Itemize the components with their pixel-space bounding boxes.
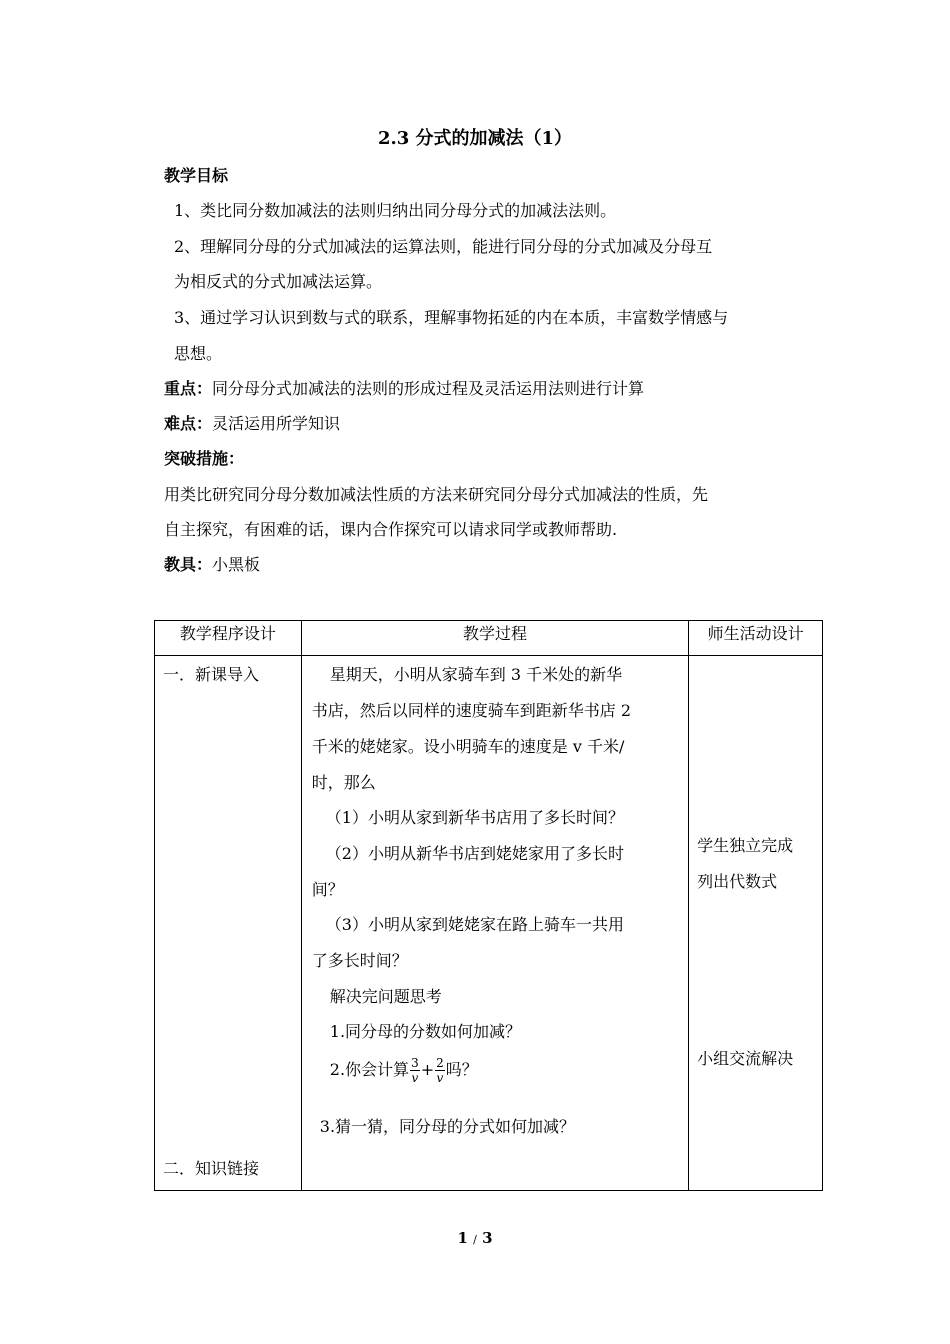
question-3-line-1: （3）小明从家到姥姥家在路上骑车一共用 (325, 915, 624, 934)
page-separator: / (473, 1233, 477, 1246)
activity-write-expression: 列出代数式 (697, 872, 778, 891)
difficulty-label: 难点： (164, 414, 213, 433)
header-teaching-process: 教学过程 (301, 621, 688, 656)
think-prompt: 解决完问题思考 (329, 987, 442, 1006)
tools-label: 教具： (164, 555, 213, 574)
think-question-2 (330, 1056, 478, 1085)
table-header-row (155, 621, 823, 656)
activity-independent: 学生独立完成 (697, 836, 794, 855)
header-program-design: 教学程序设计 (155, 621, 302, 656)
fraction-3-over-v (410, 1056, 420, 1085)
measures-line-1: 用类比研究同分母分数加减法性质的方法来研究同分母分式加减法的性质，先 (164, 485, 709, 504)
activity-cell (689, 656, 823, 1191)
fraction-1-numerator: 3 (411, 1056, 419, 1070)
think-question-3: 3.猜一猜，同分母的分式如何加减？ (319, 1117, 576, 1136)
question-2-line-1: （2）小明从新华书店到姥姥家用了多长时 (325, 844, 624, 863)
story-line-4: 时，那么 (311, 773, 376, 792)
key-point-label: 重点： (164, 379, 213, 398)
question-1: （1）小明从家到新华书店用了多长时间？ (325, 808, 624, 827)
tools (164, 552, 260, 575)
difficulty-text: 灵活运用所学知识 (212, 414, 341, 433)
difficulty (164, 411, 340, 434)
think-question-2-suffix: 吗？ (445, 1060, 478, 1079)
story-line-2: 书店，然后以同样的速度骑车到距新华书店 2 (311, 701, 632, 720)
page-current: 1 (457, 1229, 468, 1247)
objective-2-line-2: 为相反式的分式加减法运算。 (174, 272, 383, 291)
header-activity-design: 师生活动设计 (689, 621, 823, 656)
objective-1: 1、类比同分数加减法的法则归纳出同分母分式的加减法法则。 (174, 201, 617, 220)
objective-3-line-1: 3、通过学习认识到数与式的联系，理解事物拓延的内在本质，丰富数学情感与 (174, 308, 729, 327)
page-title: 2.3 分式的加减法（1） (377, 128, 573, 149)
story-line-1: 星期天，小明从家骑车到 3 千米处的新华 (329, 665, 623, 684)
objectives-heading: 教学目标 (164, 166, 229, 185)
page-number (0, 1229, 950, 1247)
step-new-lesson: 一．新课导入 (163, 665, 260, 684)
plus-sign: + (420, 1060, 435, 1079)
question-3-line-2: 了多长时间？ (311, 951, 408, 970)
table-row (155, 656, 823, 1191)
process-cell (301, 656, 688, 1191)
activity-group-discussion: 小组交流解决 (697, 1049, 794, 1068)
key-point (164, 376, 644, 399)
think-question-2-prefix: 2.你会计算 (329, 1060, 410, 1079)
measures-label: 突破措施： (164, 449, 245, 468)
think-question-1: 1.同分母的分数如何加减？ (329, 1022, 522, 1041)
fraction-2-denominator: v (436, 1071, 444, 1085)
tools-text: 小黑板 (212, 555, 261, 574)
fraction-1-denominator: v (411, 1071, 419, 1085)
step-knowledge-link: 二．知识链接 (163, 1159, 260, 1178)
program-cell (155, 656, 302, 1191)
lesson-table (154, 620, 823, 1191)
page-total: 3 (482, 1229, 493, 1247)
measures-line-2: 自主探究，有困难的话，课内合作探究可以请求同学或教师帮助. (164, 520, 618, 539)
fraction-2-over-v (435, 1056, 445, 1085)
question-2-line-2: 间？ (311, 880, 344, 899)
story-line-3: 千米的姥姥家。设小明骑车的速度是 v 千米/ (311, 737, 625, 756)
objective-2-line-1: 2、理解同分母的分式加减法的运算法则，能进行同分母的分式加减及分母互 (174, 237, 713, 256)
key-point-text: 同分母分式加减法的法则的形成过程及灵活运用法则进行计算 (212, 379, 645, 398)
fraction-2-numerator: 2 (436, 1056, 444, 1070)
objective-3-line-2: 思想。 (174, 344, 223, 363)
